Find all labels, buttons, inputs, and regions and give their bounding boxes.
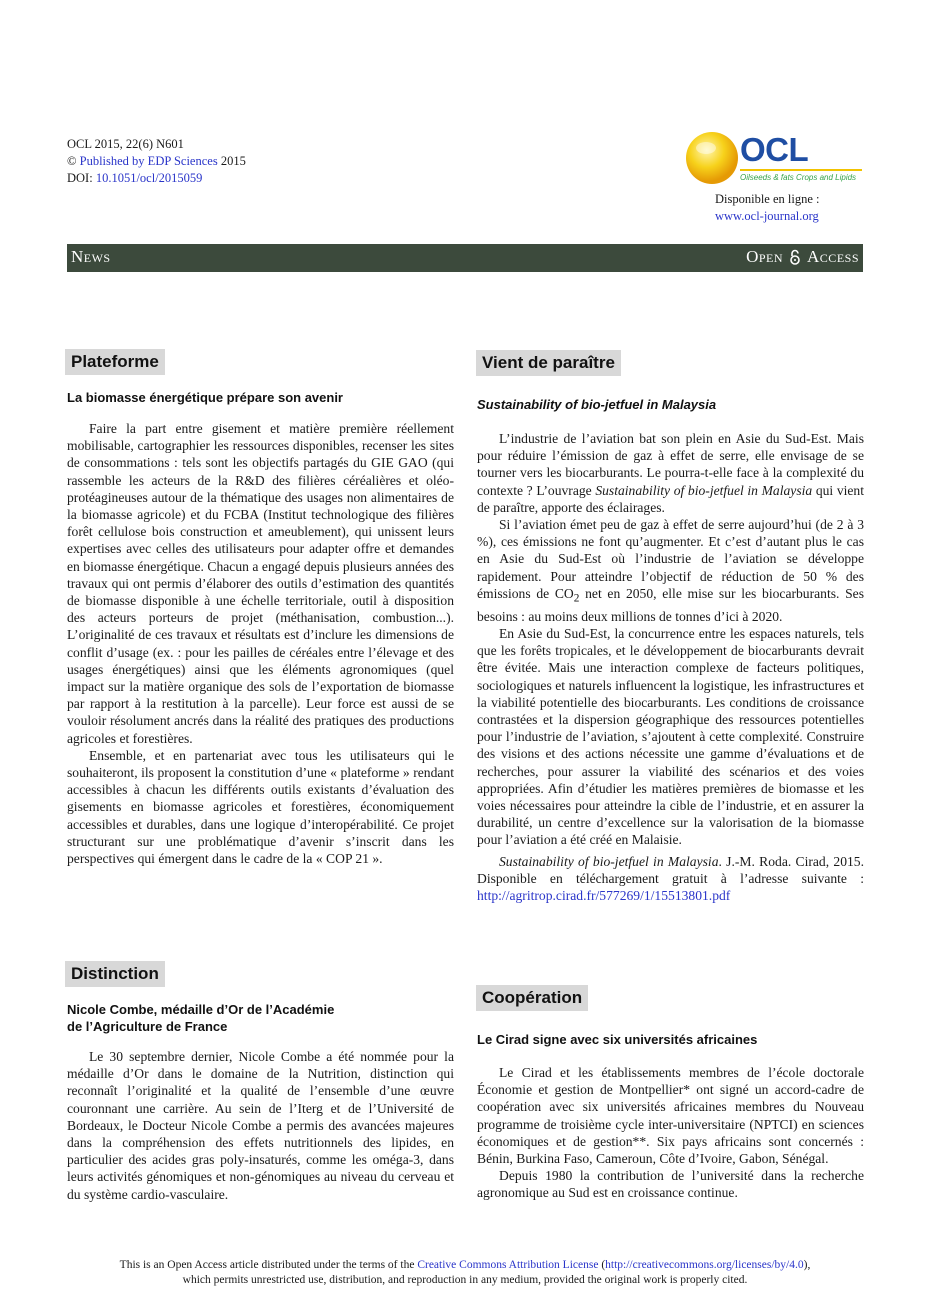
article-title-biojetfuel: Sustainability of bio-jetfuel in Malaysia <box>477 397 717 412</box>
article-title-combe <box>67 1001 457 1035</box>
ocl-logo <box>684 128 866 188</box>
logo-divider <box>740 169 862 171</box>
access-word: Access <box>807 247 859 266</box>
online-availability <box>715 191 820 225</box>
cc-url-link[interactable]: http://creativecommons.org/licenses/by/4.0 <box>605 1259 804 1271</box>
open-access-label <box>746 247 859 267</box>
paragraph: Le 30 septembre dernier, Nicole Combe a été nommée pour la médaille d’Or dans le domaine de la Nutrition, distinction qui reconnaît l’originalité et la qualité de l’ensemble d’une œuvre couronnant une carrière. Au sein de l’Iterg et de l’Université de Bordeaux, le Docteur Nicole Combe a permis des avancées majeures dans la compréhension des effets nutritionnels des lipides, en particulier des acides gras poly-insaturés, comme les oméga-3, dans leurs activités génomiques et non-génomiques au niveau du cerveau et du système cardio-vasculaire. <box>67 1049 454 1202</box>
license-line-1: This is an Open Access article distributed under the terms of the Creative Commons Attribution License (http://creativecommons.org/licenses/by/4.0), <box>119 1259 811 1271</box>
paragraph: L’industrie de l’aviation bat son plein en Asie du Sud-Est. Mais pour réduire l’émission de gaz à effet de serre, elle envisage de se tourner vers les biocarburants. Le pourra-t-elle face à la complexité du contexte ? L’ouvrage Sustainability of bio-jetfuel in Malaysia qui vient de paraître, apporte des éclairages. <box>477 431 865 515</box>
article-body-cirad <box>477 1064 864 1202</box>
open-word: Open <box>746 247 784 266</box>
license-line-2: which permits unrestricted use, distribution, and reproduction in any medium, provided the original work is properly cited. <box>182 1274 748 1286</box>
article-body-biomasse <box>67 420 454 867</box>
logo-title: OCL <box>740 131 809 168</box>
paragraph: Faire la part entre gisement et matière première réellement mobilisable, cartographier les ressources disponibles, recenser les sites de consommations : tels sont les objectifs partagés du GIE GAO (qui rassemble les acteurs de la R&D des filières céréalières et oléo-protéagineuses autour de la thématique des usages non alimentaires de la biomasse agricole) et du FCBA (Institut technologique des filières forêt cellulose bois construction et ameublement), qui unissent leurs expertises avec celles des utilisateurs pour adapter offre et demandes en biomasse énergétique. Chacun a engagé depuis plusieurs années des travaux qui ont permis d’élaborer des outils d’estimation des quantités de biomasse disponible à une échelle territoriale, outil à disposition des acteurs porteurs de projet (méthanisation, combustion...). L’originalité de ces travaux et résultats est d’inclure les dimensions de conflit d’usage (ex. : pour les pailles de céréales entre l’élevage et des usages énergétiques) ainsi que les éléments agronomiques (quel impact sur la matière organique des sols de l’exportation de biomasse par rapport à la restitution à la parcelle). Leur force est aussi de se vouloir résolument ancrés dans la réalité des pratiques des productions agricoles et forestières. <box>67 421 454 746</box>
doi-link[interactable]: 10.1051/ocl/2015059 <box>95 171 203 185</box>
doi-line <box>67 170 246 187</box>
section-banner <box>67 244 863 272</box>
article-body-biojetfuel <box>477 430 864 904</box>
open-lock-icon <box>789 249 801 265</box>
section-heading-cooperation: Coopération <box>476 985 588 1011</box>
paragraph: Ensemble, et en partenariat avec tous les utilisateurs qui le souhaiteront, ils proposent la constitution d’une « plateforme » rendant accessibles à chacun les différents outils existants d’évaluation des gisements en biomasse agricoles et forestières, économiquement accessibles et durables, dans une logique d’interopérabilité. Ce projet structurant sur une problématique d’avenir s’inscrit dans les perspectives qui émergent dans le cadre de la « COP 21 ». <box>67 747 454 867</box>
article-title-biomasse: La biomasse énergétique prépare son avenir <box>67 390 343 405</box>
paragraph: En Asie du Sud-Est, la concurrence entre les espaces naturels, tels que les forêts tropicales, et le développement de biocarburants devrait être évitée. Mais une interaction complexe de facteurs politiques, sociologiques et naturels influencent la logistique, les infrastructures et la viabilité potentielle des biocarburants. Les conditions de croissance contrastées et la dispersion géographique des ressources potentielles pour l’industrie de l’aviation, s’ajoutent à cette complexité. Construire des visions et des actions nécessite une gamme d’évaluations et de recherches, pour assurer la viabilité des scénarios et des voies appropriées. Afin d’étudier les matières premières de biomasse et les voies nécessaires pour atteindre la cible de l’industrie, et en assurer la durabilité, un centre d’excellence sur la valorisation de la biomasse pour l’aviation a été créé en Malaisie. <box>477 625 864 848</box>
article-meta <box>67 136 246 187</box>
paragraph: Si l’aviation émet peu de gaz à effet de serre aujourd’hui (de 2 à 3 %), ces émissions ne font qu’augmenter. Et c’est d’autant plus le cas en Asie du Sud-Est où l’industrie de l’aviation se développe rapidement. Pour atteindre l’objectif de réduction de 50 % des émissions de $CO_2$ net en 2050, elle mise sur les biocarburants. Ses besoins : au moins deux millions de tonnes d’ici à 2020. <box>477 517 865 624</box>
paragraph: Depuis 1980 la contribution de l’université dans la recherche agronomique au Sud est en croissance continue. <box>477 1168 864 1201</box>
reference: Sustainability of bio-jetfuel in Malaysia. J.-M. Roda. Cirad, 2015. Disponible en téléchargement gratuit à l’adresse suivante : http://agritrop.cirad.fr/577269/1/15513801.pdf <box>477 853 864 903</box>
download-link[interactable]: http://agritrop.cirad.fr/577269/1/15513801.pdf <box>477 888 731 903</box>
section-heading-distinction: Distinction <box>65 961 165 987</box>
publisher-line <box>67 153 246 170</box>
publication-year: 2015 <box>220 154 246 168</box>
cc-license-link[interactable]: Creative Commons Attribution License <box>417 1259 599 1271</box>
title-line: Nicole Combe, médaille d’Or de l’Académie <box>67 1002 335 1017</box>
article-body-combe <box>67 1048 454 1203</box>
copyright-icon: © <box>67 154 77 168</box>
logo-subtitle: Oilseeds & fats Crops and Lipids <box>740 173 857 182</box>
section-heading-plateforme: Plateforme <box>65 349 165 375</box>
publisher-link[interactable]: Published by EDP Sciences <box>79 154 218 168</box>
banner-news-label: News <box>71 247 111 266</box>
license-footer <box>40 1258 890 1288</box>
citation: OCL 2015, 22(6) N601 <box>67 137 184 151</box>
doi-label: DOI: <box>67 171 93 185</box>
article-title-cirad: Le Cirad signe avec six universités africaines <box>477 1032 758 1047</box>
journal-url-link[interactable]: www.ocl-journal.org <box>715 209 819 223</box>
online-label: Disponible en ligne : <box>715 192 820 206</box>
paragraph: Le Cirad et les établissements membres de l’école doctorale Économie et gestion de Montpellier* ont signé un accord-cadre de coopération avec six universités africaines membres du Nouveau programme de troisième cycle inter-universitaire (NPTCI) en sciences économiques et de gestion**. Six pays africains sont concernés : Bénin, Burkina Faso, Cameroun, Côte d’Ivoire, Gabon, Sénégal. <box>477 1065 864 1167</box>
section-heading-vient-de-paraitre: Vient de paraître <box>476 350 621 376</box>
sun-logo-icon <box>684 128 740 188</box>
title-line: de l’Agriculture de France <box>67 1019 228 1034</box>
